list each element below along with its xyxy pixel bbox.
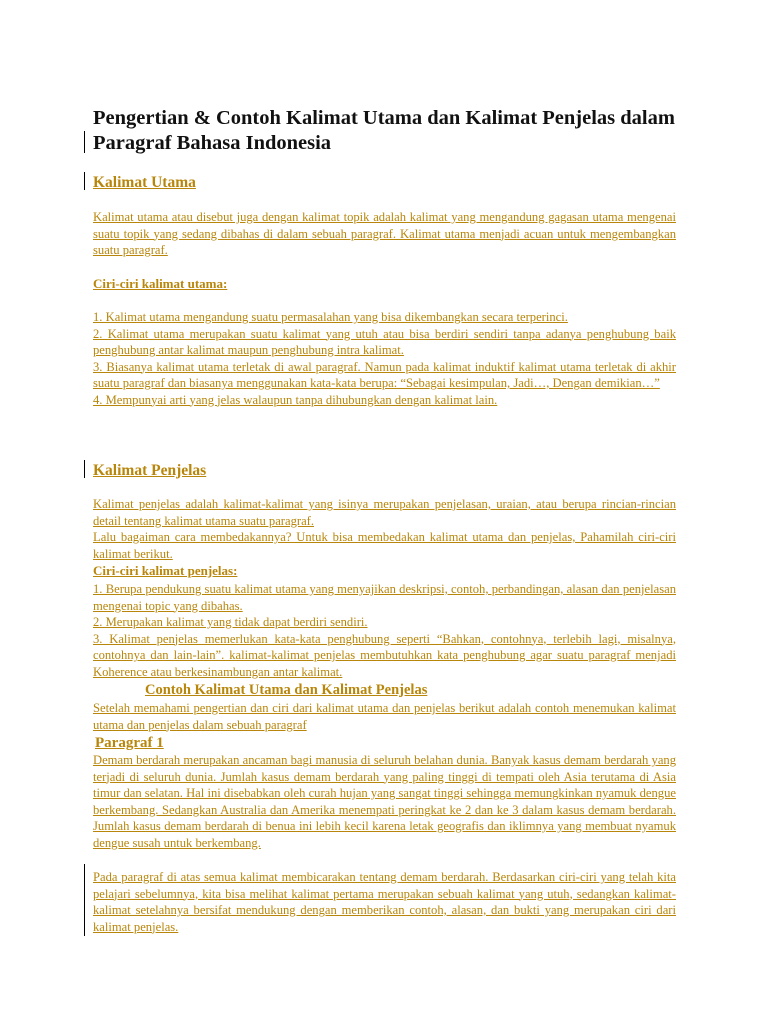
question-text: Lalu bagaiman cara membedakannya? Untuk bisa membedakan kalimat utama dan penjelas, Pahamilah ciri-ciri kalimat berikut. — [93, 530, 676, 561]
kalimat-utama-intro: Kalimat utama atau disebut juga dengan kalimat topik adalah kalimat yang mengandung gagasan utama mengenai suatu topik yang sedang dibahas di dalam sebuah paragraf. Kalimat utama menjadi acuan untuk mengembangkan suatu paragraf. — [93, 210, 676, 257]
contoh-intro: Setelah memahami pengertian dan ciri dari kalimat utama dan penjelas berikut adalah contoh menemukan kalimat utama dan penjelas dalam sebuah paragraf — [93, 701, 676, 732]
section-heading-kalimat-penjelas: Kalimat Penjelas — [93, 462, 207, 479]
list-item: 2. Kalimat utama merupakan suatu kalimat yang utuh atau bisa berdiri sendiri tanpa adanya penghubung baik penghubung antar kalimat maupun penghubung intra kalimat. — [93, 326, 676, 357]
ciri-kalimat-penjelas-list — [93, 581, 676, 680]
list-item: 3. Biasanya kalimat utama terletak di awal paragraf. Namun pada kalimat induktif kalimat utama terletak di akhir suatu paragraf dan biasanya menggunakan kata-kata berupa: “Sebagai kesimpulan, Jadi…, Dengan demikian…” — [93, 359, 676, 390]
kalimat-penjelas-intro — [93, 496, 676, 562]
ciri-kalimat-penjelas-heading: Ciri-ciri kalimat penjelas: — [93, 563, 238, 578]
page-title: Pengertian & Contoh Kalimat Utama dan Kalimat Penjelas dalam Paragraf Bahasa Indonesia — [93, 107, 675, 154]
ciri-kalimat-utama-heading: Ciri-ciri kalimat utama: — [93, 276, 228, 291]
ciri-kalimat-utama-list — [93, 309, 676, 408]
change-bar — [84, 460, 85, 478]
change-bar — [84, 131, 85, 153]
list-item: 1. Kalimat utama mengandung suatu permasalahan yang bisa dikembangkan secara terperinci. — [93, 310, 568, 324]
intro-text: Kalimat penjelas adalah kalimat-kalimat yang isinya merupakan penjelasan, uraian, atau berupa rincian-rincian detail tentang kalimat utama suatu paragraf. — [93, 497, 676, 528]
list-item: 4. Mempunyai arti yang jelas walaupun tanpa dihubungkan dengan kalimat lain. — [93, 392, 498, 407]
paragraf-1-analysis: Pada paragraf di atas semua kalimat membicarakan tentang demam berdarah. Berdasarkan ciri-ciri yang telah kita pelajari sebelumnya, kita bisa melihat kalimat pertama merupakan sebuah kalimat yang utuh, sedangkan kalimat-kalimat setelahnya bersifat mendukung dengan memberikan contoh, alasan, dan bukti yang merupakan ciri dari kalimat penjelas. — [93, 870, 676, 934]
list-item: 3. Kalimat penjelas memerlukan kata-kata penghubung seperti “Bahkan, contohnya, terlebih lagi, misalnya, contohnya dan lain-lain”. kalimat-kalimat penjelas membutuhkan kata penghubung agar suatu paragraf menjadi Koherence atau berkesinambungan antar kalimat. — [93, 631, 676, 679]
section-heading-contoh: Contoh Kalimat Utama dan Kalimat Penjelas — [145, 682, 428, 698]
paragraf-1-heading: Paragraf 1 — [95, 735, 164, 751]
list-item: 2. Merupakan kalimat yang tidak dapat berdiri sendiri. — [93, 615, 368, 629]
paragraf-1-text: Demam berdarah merupakan ancaman bagi manusia di seluruh belahan dunia. Banyak kasus demam berdarah yang terjadi di seluruh dunia. Jumlah kasus demam berdarah yang paling tinggi di tempati oleh Asia terutama di Asia timur dan selatan. Hal ini disebabkan oleh curah hujan yang sangat tinggi sehingga memungkinkan nyamuk dengue berkembang. Sedangkan Australia dan Amerika menempati peringkat ke 2 dan ke 3 dalam kasus demam berdarah. Jumlah kasus demam berdarah di benua ini lebih kecil karena letak geografis dan iklimnya yang membuat nyamuk dengue susah untuk berkembang. — [93, 753, 676, 850]
change-bar — [84, 172, 85, 190]
section-heading-kalimat-utama: Kalimat Utama — [93, 174, 196, 191]
list-item: 1. Berupa pendukung suatu kalimat utama yang menyajikan deskripsi, contoh, perbandingan, alasan dan penjelasan mengenai topic yang dibahas. — [93, 582, 676, 613]
change-bar — [84, 864, 85, 936]
